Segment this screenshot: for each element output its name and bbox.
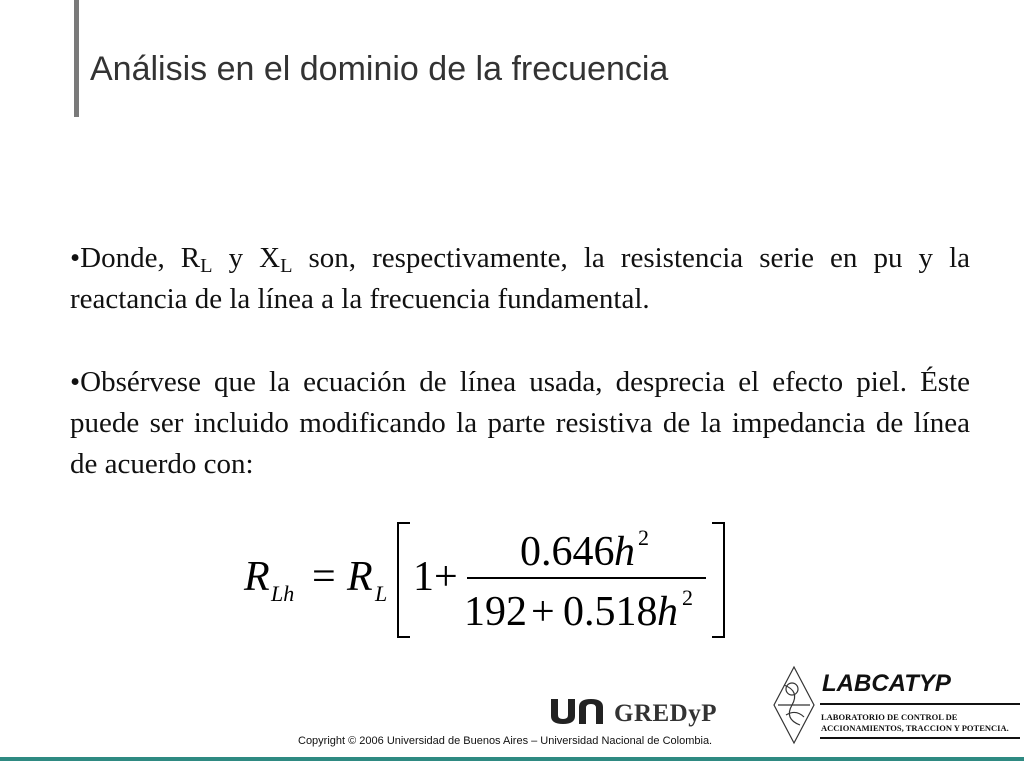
paragraph-skin-effect	[70, 362, 970, 485]
lhs-symbol: R	[244, 554, 270, 600]
labcatyp-desc-line1: LABORATORIO DE CONTROL DE	[821, 712, 958, 722]
right-bracket	[712, 523, 724, 637]
numerator-coef: 0.646	[520, 529, 615, 575]
title-accent-bar	[74, 0, 79, 117]
labcatyp-name: LABCATYP	[822, 670, 951, 697]
footer-accent-line	[0, 757, 1024, 761]
divider	[820, 737, 1020, 739]
subscript: L	[200, 255, 213, 278]
labcatyp-emblem-icon	[770, 665, 818, 750]
one-plus: 1+	[413, 554, 458, 600]
text-part: Donde, R	[80, 242, 201, 274]
slide-title: Análisis en el dominio de la frecuencia	[90, 50, 669, 88]
denominator-exp: 2	[682, 585, 693, 610]
lhs-subscript: Lh	[271, 581, 295, 606]
un-logo-mark	[549, 697, 605, 725]
numerator-var: h	[614, 529, 635, 575]
denominator-var: h	[657, 589, 678, 635]
gredyp-logo: GREDyP	[614, 700, 717, 727]
labcatyp-emblem	[770, 665, 818, 745]
numerator-exp: 2	[638, 525, 649, 550]
copyright-text: Copyright © 2006 Universidad de Buenos Aires – Universidad Nacional de Colombia.	[298, 735, 713, 747]
denominator-plus: +	[531, 589, 555, 635]
equals-sign: =	[312, 554, 336, 600]
paragraph-text: •Obsérvese que la ecuación de línea usada, desprecia el efecto piel. Éste puede ser incluido modificando la parte resistiva de la impedancia de línea de acuerdo con:	[70, 366, 970, 480]
subscript: L	[280, 255, 293, 278]
bullet: •	[70, 242, 81, 274]
rhs-subscript: L	[375, 581, 388, 606]
skin-effect-formula	[230, 515, 750, 645]
paragraph-definitions	[70, 238, 970, 320]
divider	[820, 703, 1020, 705]
denominator-const: 192	[464, 589, 527, 635]
text-part: son, respectivamente, la resistencia serie en pu y la reactancia de la línea a la frecuencia fundamental.	[70, 242, 970, 315]
denominator-coef: 0.518	[563, 589, 658, 635]
un-logo	[549, 697, 605, 730]
labcatyp-desc-line2: ACCIONAMIENTOS, TRACCION Y POTENCIA.	[821, 723, 1009, 733]
rhs-symbol: R	[347, 554, 373, 600]
labcatyp-description	[821, 712, 1009, 734]
left-bracket	[398, 523, 410, 637]
formula-svg	[230, 515, 750, 645]
text-part: y X	[212, 242, 281, 274]
